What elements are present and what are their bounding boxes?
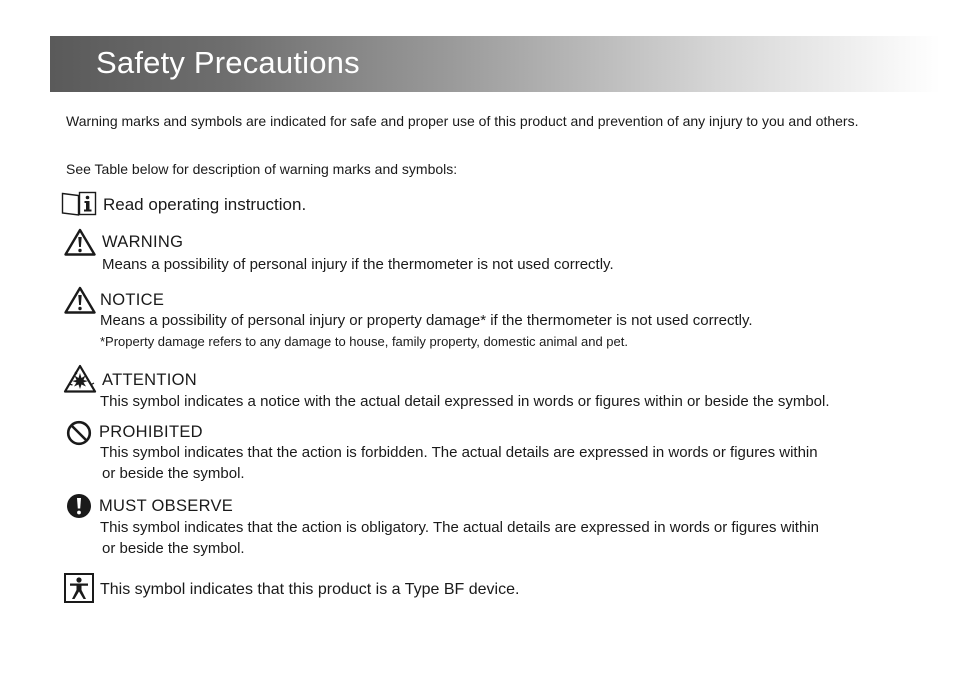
notice-footnote: *Property damage refers to any damage to house, family property, domestic animal and pet.	[100, 334, 628, 349]
warning-heading: WARNING	[102, 233, 184, 251]
notice-heading: NOTICE	[100, 291, 165, 309]
must-observe-description-line2: or beside the symbol.	[102, 540, 245, 557]
attention-heading: ATTENTION	[102, 371, 197, 389]
attention-description: This symbol indicates a notice with the actual detail expressed in words or figures within or beside the symbol.	[100, 393, 830, 410]
notice-triangle-icon	[64, 286, 96, 314]
intro-paragraph: Warning marks and symbols are indicated for safe and proper use of this product and prevention of any injury to you and others.	[66, 113, 859, 129]
read-instructions-text: Read operating instruction.	[103, 195, 307, 214]
type-bf-icon	[64, 573, 94, 603]
must-observe-heading: MUST OBSERVE	[99, 497, 234, 515]
page-header	[50, 36, 940, 92]
must-observe-description-line1: This symbol indicates that the action is obligatory. The actual details are expressed in words or figures within	[100, 519, 819, 536]
type-bf-text: This symbol indicates that this product is a Type BF device.	[100, 581, 520, 598]
notice-description: Means a possibility of personal injury or property damage* if the thermometer is not used correctly.	[100, 312, 753, 329]
prohibited-circle-icon	[66, 420, 92, 446]
page-title: Safety Precautions	[96, 45, 360, 80]
read-instructions-icon	[61, 191, 97, 217]
prohibited-description-line2: or beside the symbol.	[102, 465, 245, 482]
warning-description: Means a possibility of personal injury if the thermometer is not used correctly.	[102, 256, 614, 273]
must-observe-icon	[66, 493, 92, 519]
intro-table-reference: See Table below for description of warning marks and symbols:	[66, 161, 458, 177]
warning-triangle-icon	[64, 228, 96, 256]
attention-explosion-icon	[63, 364, 97, 394]
prohibited-description-line1: This symbol indicates that the action is forbidden. The actual details are expressed in words or figures within	[100, 444, 818, 461]
prohibited-heading: PROHIBITED	[99, 423, 203, 441]
